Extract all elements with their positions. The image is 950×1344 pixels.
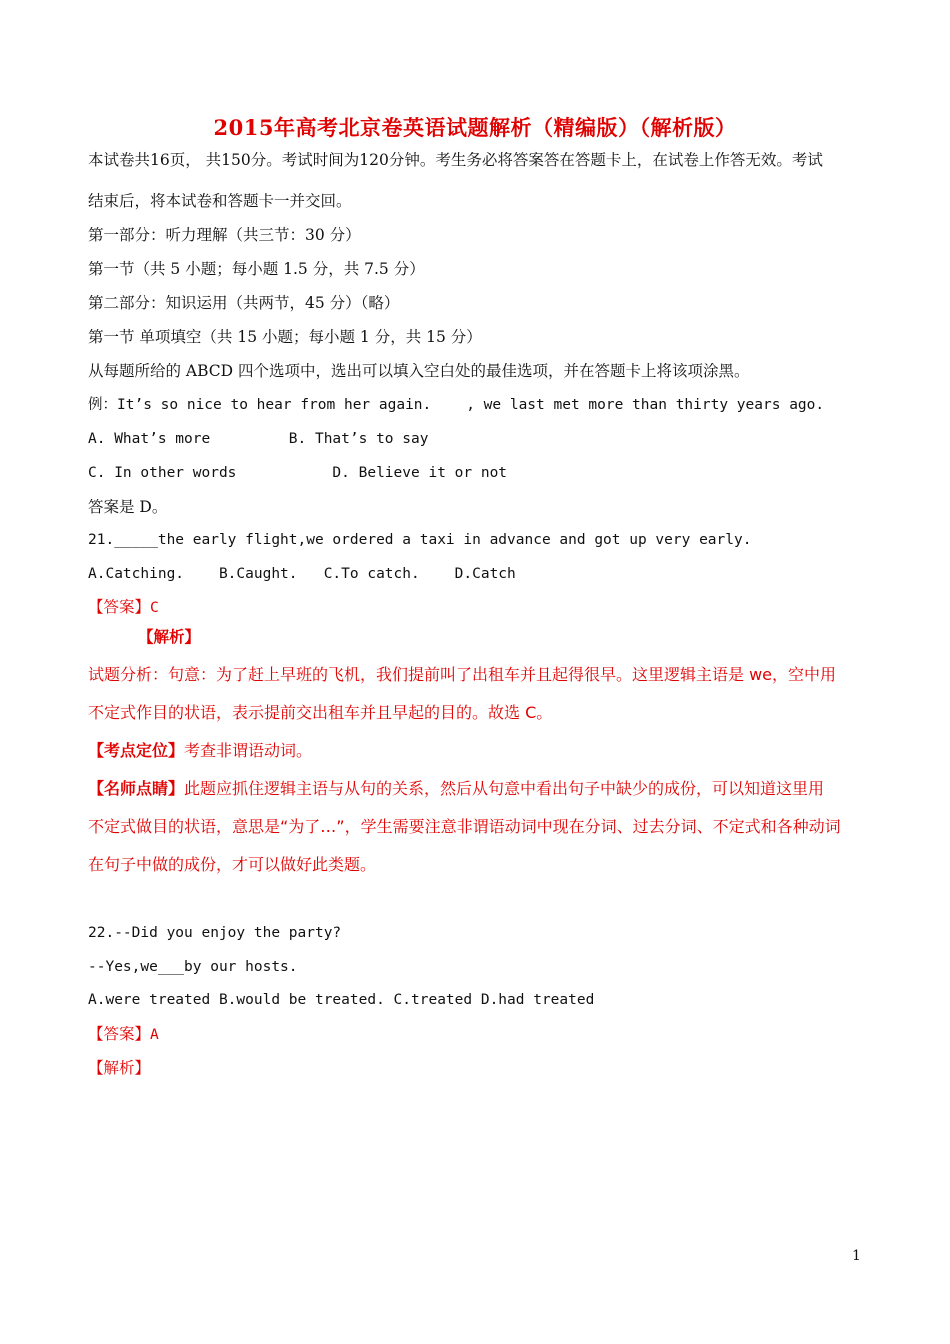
intro-line-1: 本试卷共16页， 共150分。考试时间为120分钟。考生务必将答案答在答题卡上，在试卷上作答无效。考试 (88, 151, 823, 169)
q21-teacher-text-1: 此题应抓住逻辑主语与从句的关系，然后从句意中看出句子中缺少的成份，可以知道这里用 (184, 779, 825, 798)
q21-keypoint (88, 741, 878, 761)
q21-teacher-line-3: 在句子中做的成份，才可以做好此类题。 (88, 855, 377, 874)
q22-question: 22.--Did you enjoy the party? (88, 925, 342, 941)
q22-answer (88, 1024, 878, 1045)
q21-answer-value: C (150, 600, 159, 616)
intro-line-2: 结束后，将本试卷和答题卡一并交回。 (88, 192, 352, 210)
q21-teacher-line-1 (88, 779, 878, 799)
q21-keypoint-label: 【考点定位】 (88, 741, 185, 760)
part1-heading: 第一部分：听力理解（共三节：30 分） (88, 226, 361, 244)
q22-options: A.were treated B.would be treated. C.treated D.had treated (88, 992, 595, 1008)
page-number: 1 (852, 1248, 861, 1264)
example-options-cd: C. In other words D. Believe it or not (88, 465, 508, 481)
q22-reply: --Yes,we___by our hosts. (88, 959, 298, 975)
q21-analysis-line-2: 不定式作目的状语，表示提前交出租车并且早起的目的。故选 C。 (88, 703, 553, 722)
q21-answer (88, 597, 878, 618)
q21-keypoint-text: 考查非谓语动词。 (184, 741, 313, 760)
q21-answer-label: 【答案】 (88, 598, 151, 616)
example-question: 例：It’s so nice to hear from her again. , we last met more than thirty years ago. (88, 397, 825, 413)
q21-analysis-line-1: 试题分析：句意：为了赶上早班的飞机，我们提前叫了出租车并且起得很早。这里逻辑主语是 we，空中用 (88, 665, 837, 684)
q21-options: A.Catching. B.Caught. C.To catch. D.Catch (88, 566, 516, 582)
q21-teacher-label: 【名师点睛】 (88, 779, 185, 798)
q21-question: 21._____the early flight,we ordered a taxi in advance and got up very early. (88, 532, 752, 548)
q22-answer-value: A (150, 1027, 159, 1043)
part2-section1: 第一节 单项填空（共 15 小题；每小题 1 分，共 15 分） (88, 328, 482, 346)
instruction-text: 从每题所给的 ABCD 四个选项中，选出可以填入空白处的最佳选项，并在答题卡上将该项涂黑。 (88, 362, 750, 380)
page-title: 2015年高考北京卷英语试题解析（精编版）（解析版） (213, 115, 737, 140)
example-answer: 答案是 D。 (88, 498, 168, 516)
part2-heading: 第二部分：知识运用（共两节，45 分）（略） (88, 294, 400, 312)
example-options-ab: A. What’s more B. That’s to say (88, 431, 429, 447)
q21-analysis-label: 【解析】 (138, 627, 201, 646)
q22-answer-label: 【答案】 (88, 1025, 151, 1043)
q21-teacher-line-2: 不定式做目的状语，意思是“为了…”，学生需要注意非谓语动词中现在分词、过去分词、不定式和各种动词 (88, 817, 841, 836)
part1-section1: 第一节（共 5 小题；每小题 1.5 分，共 7.5 分） (88, 260, 425, 278)
q22-analysis-label: 【解析】 (88, 1059, 151, 1077)
